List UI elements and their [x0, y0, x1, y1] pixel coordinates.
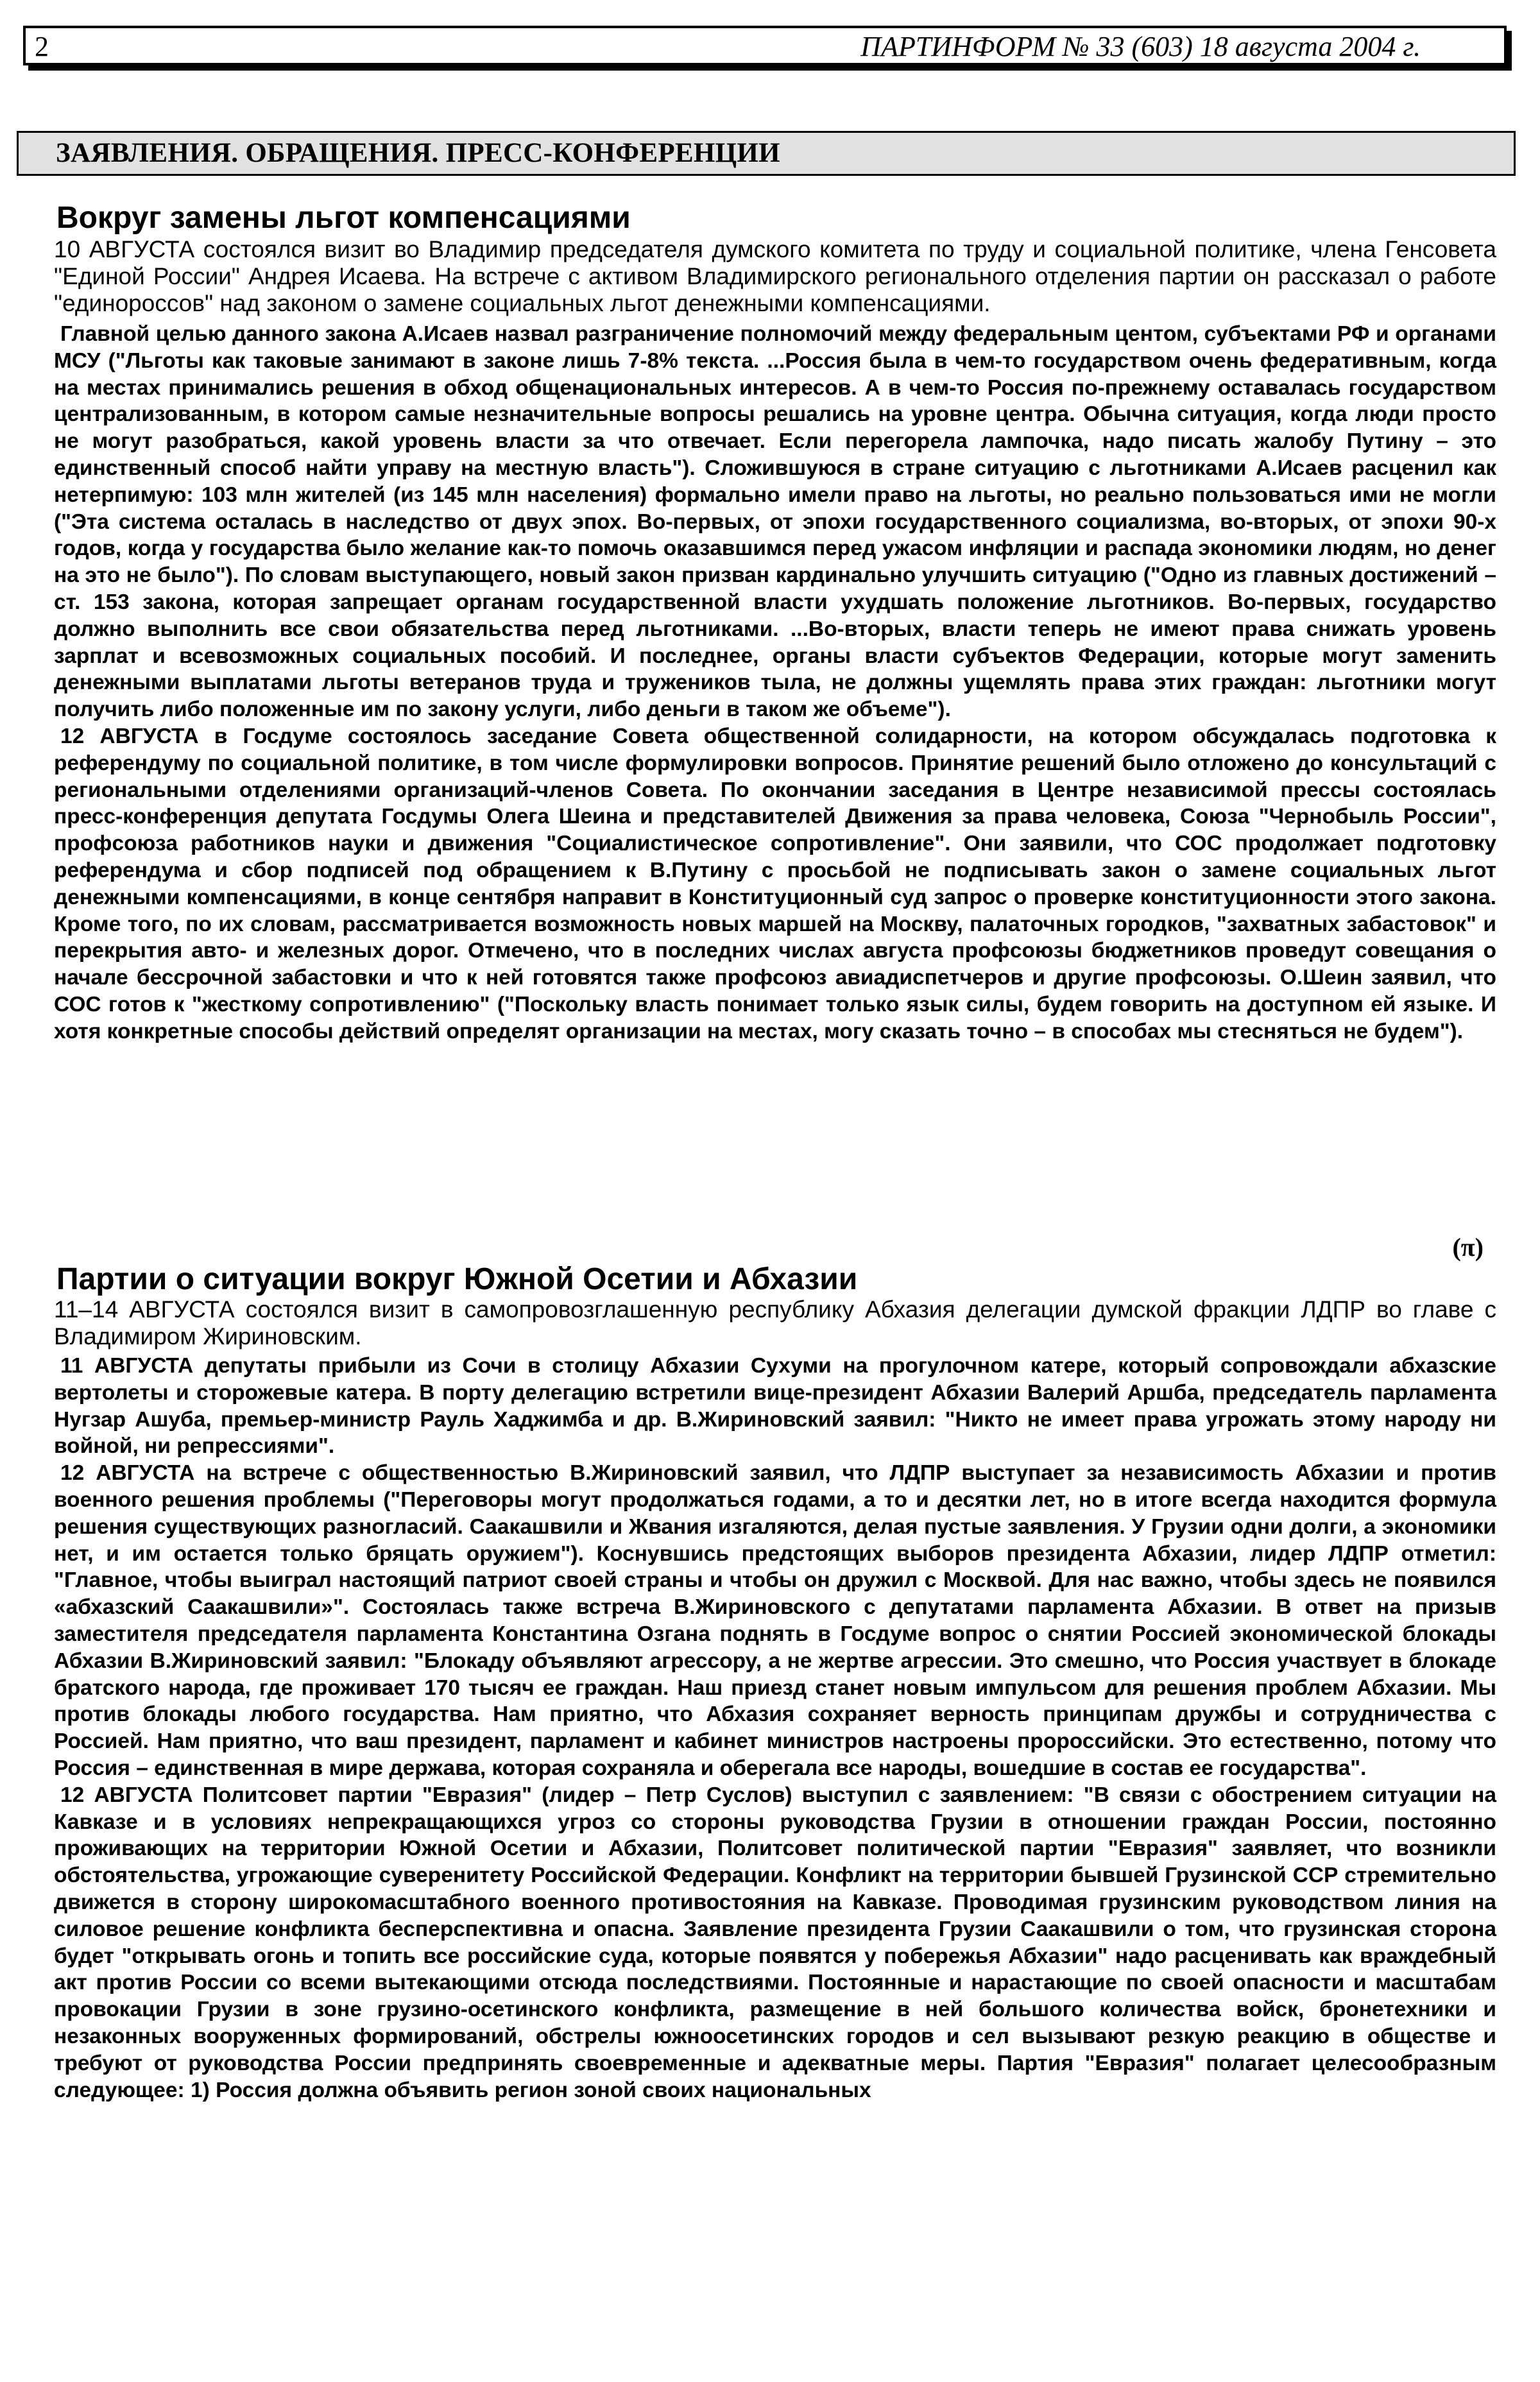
article-2-lead-text: 11–14 АВГУСТА состоялся визит в самопровозглашенную республику Абхазия делегации думской фракции ЛДПР во главе с Владимиром Жириновским.	[54, 1296, 1496, 1350]
page-number: 2	[35, 31, 49, 62]
publication-title: ПАРТИНФОРМ № 33 (603) 18 августа 2004 г.	[860, 31, 1421, 62]
article-1-title: Вокруг замены льгот компенсациями	[56, 201, 631, 235]
article-2-lead	[54, 1296, 1496, 1350]
article-1-body	[54, 321, 1496, 1045]
article-1-lead	[54, 236, 1496, 317]
article-2-paragraph-2: 12 АВГУСТА на встрече с общественностью В.Жириновский заявил, что ЛДПР выступает за независимость Абхазии и против военного решения проблемы ("Переговоры могут продолжаться годами, а то и десятки лет, но в итоге всегда находится формула решения существующих разногласий. Саакашвили и Жвания изгаляются, делая пустые заявления. У Грузии одни долги, а экономики нет, и им остается только бряцать оружием"). Коснувшись предстоящих выборов президента Абхазии, лидер ЛДПР отметил: "Главное, чтобы выиграл настоящий патриот своей страны и чтобы он дружил с Москвой. Для нас важно, чтобы здесь не появился «абхазский Саакашвили»". Состоялась также встреча В.Жириновского с депутатами парламента Абхазии. В ответ на призыв заместителя председателя парламента Константина Озгана поднять в Госдуме вопрос о снятии Россией экономической блокады Абхазии В.Жириновский заявил: "Блокаду объявляют агрессору, а не жертве агрессии. Это смешно, что Россия участвует в блокаде братского народа, где проживает 170 тысяч ее граждан. Наш приезд станет новым импульсом для решения проблем Абхазии. Мы против блокады любого государства. Нам приятно, что Абхазия сохраняет верность принципам дружбы и сотрудничества с Россией. Нам приятно, что ваш президент, парламент и кабинет министров настроены пророссийски. Это естественно, потому что Россия – единственная в мире держава, которая сохраняла и оберегала все народы, вошедшие в состав ее государства".	[54, 1461, 1496, 1780]
article-2-paragraph-3: 12 АВГУСТА Политсовет партии "Евразия" (лидер – Петр Суслов) выступил с заявлением: "В связи с обострением ситуации на Кавказе и в условиях непрекращающихся угроз со стороны руководства Грузии в отношении граждан России, постоянно проживающих на территории Южной Осетии и Абхазии, Политсовет политической партии "Евразия" заявляет, что возникли обстоятельства, угрожающие суверенитету Российской Федерации. Конфликт на территории бывшей Грузинской ССР стремительно движется в сторону широкомасштабного военного противостояния на Кавказе. Проводимая грузинским руководством линия на силовое решение конфликта бесперспективна и опасна. Заявление президента Грузии Саакашвили о том, что грузинская сторона будет "открывать огонь и топить все российские суда, которые появятся у побережья Абхазии" надо расценивать как враждебный акт против России со всеми вытекающими отсюда последствиями. Постоянные и нарастающие по своей опасности и масштабам провокации Грузии в зоне грузино-осетинского конфликта, размещение в ней большого количества войск, бронетехники и незаконных вооруженных формирований, обстрелы южноосетинских городов и сел вызывают резкую реакцию в обществе и требуют от руководства России предпринять своевременные и адекватные меры. Партия "Евразия" полагает целесообразным следующее: 1) Россия должна объявить регион зоной своих национальных	[54, 1783, 1496, 2102]
article-1-paragraph-2: 12 АВГУСТА в Госдуме состоялось заседание Совета общественной солидарности, на котором обсуждалась подготовка к референдуму по социальной политике, в том числе формулировки вопросов. Принятие решений было отложено до консультаций с региональными отделениями организаций-членов Совета. По окончании заседания в Центре независимой прессы состоялась пресс-конференция депутата Госдумы Олега Шеина и представителей Движения за права человека, Союза "Чернобыль России", профсоюза работников науки и движения "Социалистическое сопротивление". Они заявили, что СОС продолжает подготовку референдума и сбор подписей под обращением к В.Путину с просьбой не подписывать закон о замене социальных льгот денежными компенсациями, в конце сентября направит в Конституционный суд запрос о проверке конституционности этого закона. Кроме того, по их словам, рассматривается возможность новых маршей на Москву, палаточных городков, "захватных забастовок" и перекрытия авто- и железных дорог. Отмечено, что в последних числах августа профсоюзы бюджетников проведут совещания о начале бессрочной забастовки и что к ней готовятся также профсоюз авиадиспетчеров и другие профсоюзы. О.Шеин заявил, что СОС готов к "жесткому сопротивлению" ("Поскольку власть понимает только язык силы, будем говорить на доступном ей языке. И хотя конкретные способы действий определят организации на местах, могу сказать точно – в способах мы стесняться не будем").	[54, 724, 1496, 1043]
page-header	[23, 26, 1507, 65]
article-1-lead-text: 10 АВГУСТА состоялся визит во Владимир председателя думского комитета по труду и социальной политике, члена Генсовета "Единой России" Андрея Исаева. На встрече с активом Владимирского регионального отделения партии он рассказал о работе "единороссов" над законом о замене социальных льгот денежными компенсациями.	[54, 236, 1496, 316]
article-1-paragraph-1: Главной целью данного закона А.Исаев назвал разграничение полномочий между федеральным центом, субъектами РФ и органами МСУ ("Льготы как таковые занимают в законе лишь 7-8% текста. ...Россия была в чем-то государством очень федеративным, когда на местах принимались решения в обход общенациональных интересов. А в чем-то Россия по-прежнему оставалась государством централизованным, в котором самые незначительные вопросы решались на уровне центра. Обычна ситуация, когда люди просто не могут разобраться, какой уровень власти за что отвечает. Если перегорела лампочка, надо писать жалобу Путину – это единственный способ найти управу на местную власть"). Сложившуюся в стране ситуацию с льготниками А.Исаев расценил как нетерпимую: 103 млн жителей (из 145 млн населения) формально имели право на льготы, но реально пользоваться ими не могли ("Эта система осталась в наследство от двух эпох. Во-первых, от эпохи государственного социализма, во-вторых, от эпохи 90-х годов, когда у государства было желание как-то помочь оказавшимся перед ужасом инфляции и распада экономики людям, но денег на это не было"). По словам выступающего, новый закон призван кардинально улучшить ситуацию ("Одно из главных достижений – ст. 153 закона, которая запрещает органам государственной власти ухудшать положение льготников. Во-первых, государство должно выполнить все свои обязательства перед льготниками. ...Во-вторых, власти теперь не имеют права снижать уровень зарплат и всевозможных социальных пособий. И последнее, органы власти субъектов Федерации, которые могут заменить денежными выплатами льготы ветеранов труда и тружеников тыла, не должны ущемлять права этих граждан: льготники могут получить либо положенные им по закону услуги, либо деньги в таком же объеме").	[54, 322, 1496, 722]
article-2-title: Партии о ситуации вокруг Южной Осетии и Абхазии	[56, 1262, 858, 1296]
article-2-body	[54, 1353, 1496, 2104]
article-1-signature: (π)	[1452, 1233, 1484, 1262]
section-rubric: ЗАЯВЛЕНИЯ. ОБРАЩЕНИЯ. ПРЕСС-КОНФЕРЕНЦИИ	[17, 131, 1516, 176]
article-2-paragraph-1: 11 АВГУСТА депутаты прибыли из Сочи в столицу Абхазии Сухуми на прогулочном катере, который сопровождали абхазские вертолеты и сторожевые катера. В порту делегацию встретили вице-президент Абхазии Валерий Аршба, председатель парламента Нугзар Ашуба, премьер-министр Рауль Хаджимба и др. В.Жириновский заявил: "Никто не имеет права угрожать этому народу ни войной, ни репрессиями".	[54, 1354, 1496, 1459]
